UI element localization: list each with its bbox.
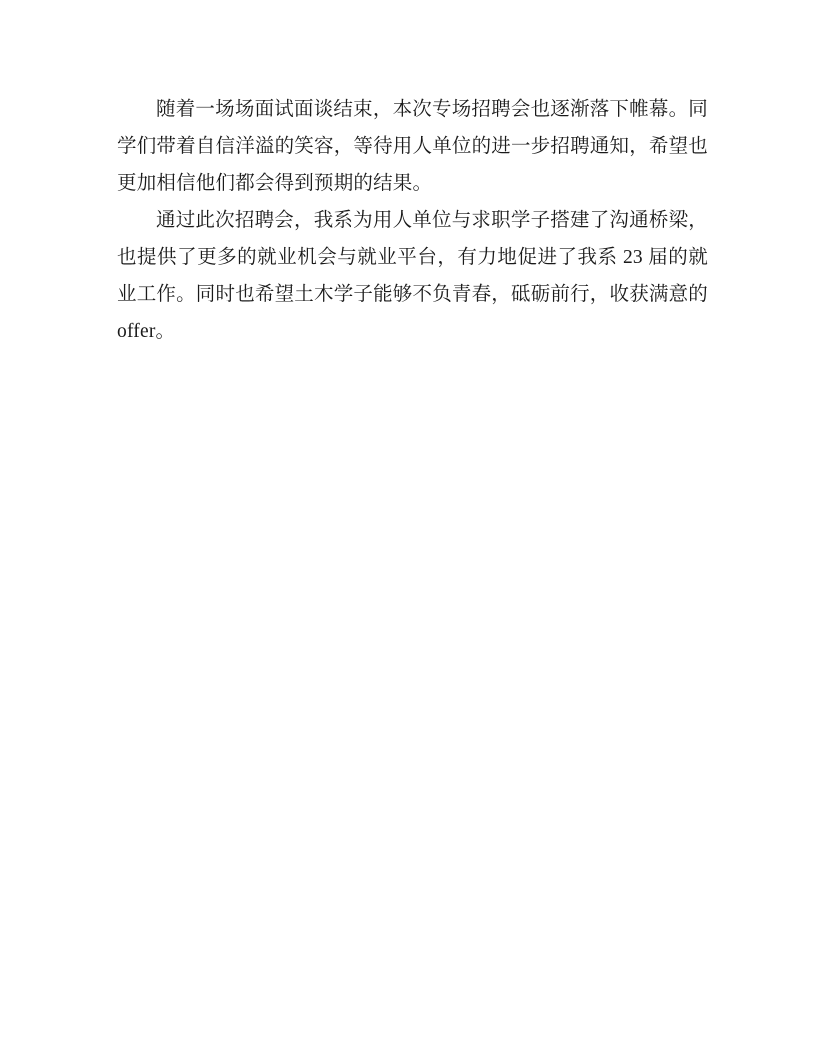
document-body-text (117, 91, 708, 350)
paragraph-2: 通过此次招聘会，我系为用人单位与求职学子搭建了沟通桥梁，也提供了更多的就业机会与就业平台，有力地促进了我系 23 届的就业工作。同时也希望土木学子能够不负青春，砥砺前行，收获满意的 offer。 (117, 210, 709, 342)
paragraph-1: 随着一场场面试面谈结束，本次专场招聘会也逐渐落下帷幕。同学们带着自信洋溢的笑容，等待用人单位的进一步招聘通知，希望也更加相信他们都会得到预期的结果。 (117, 99, 709, 194)
